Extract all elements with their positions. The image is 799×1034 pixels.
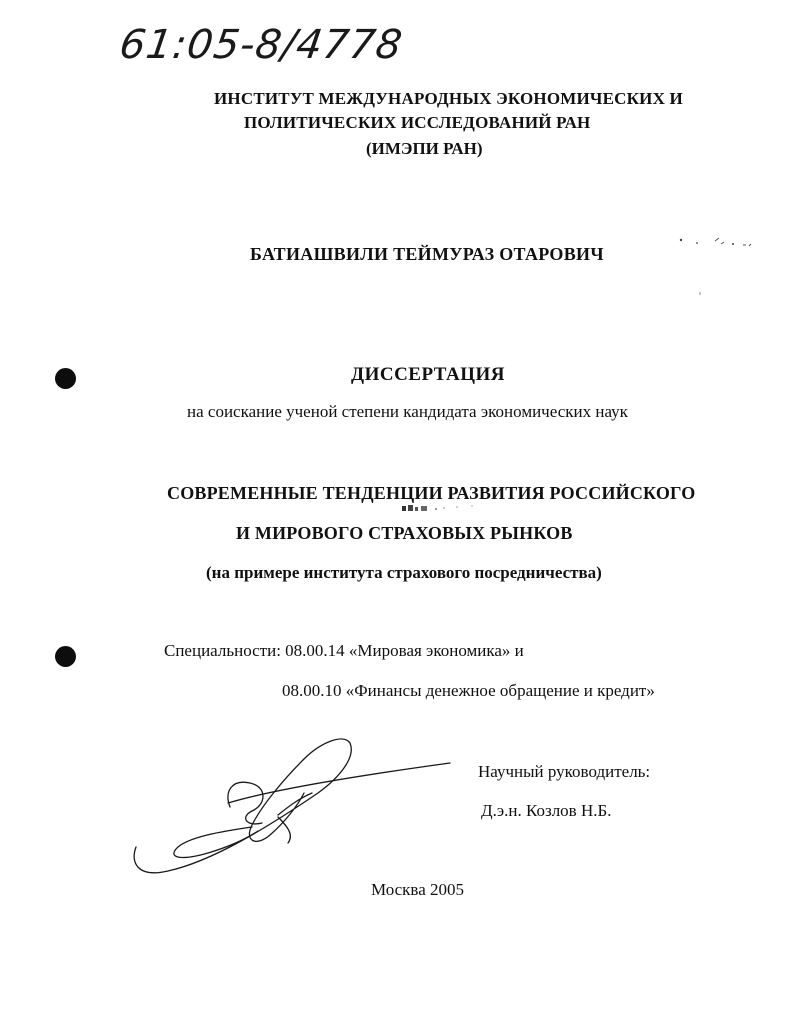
handwritten-signature bbox=[128, 735, 458, 880]
degree-purpose: на соискание ученой степени кандидата экономических наук bbox=[187, 402, 628, 421]
title-line-2: И МИРОВОГО СТРАХОВЫХ РЫНКОВ bbox=[236, 523, 573, 543]
city-year: Москва 2005 bbox=[371, 880, 465, 899]
catalog-number: 61:05-8/4778 bbox=[116, 22, 406, 68]
institute-abbreviation: (ИМЭПИ РАН) bbox=[366, 139, 483, 158]
specialty-line-1: Специальности: 08.00.14 «Мировая экономика» и bbox=[164, 641, 524, 660]
document-type: ДИССЕРТАЦИЯ bbox=[351, 364, 506, 385]
title-subtitle: (на примере института страхового посредничества) bbox=[206, 563, 602, 582]
specialty-line-2: 08.00.10 «Финансы денежное обращение и кредит» bbox=[282, 681, 655, 700]
title-line-1: СОВРЕМЕННЫЕ ТЕНДЕНЦИИ РАЗВИТИЯ РОССИЙСКОГО bbox=[167, 483, 696, 503]
institute-name-line-1: ИНСТИТУТ МЕЖДУНАРОДНЫХ ЭКОНОМИЧЕСКИХ И bbox=[214, 89, 683, 108]
scan-smudge bbox=[402, 502, 482, 516]
punch-hole-top bbox=[55, 368, 76, 389]
institute-name-line-2: ПОЛИТИЧЕСКИХ ИССЛЕДОВАНИЙ РАН bbox=[244, 113, 591, 132]
author-name: БАТИАШВИЛИ ТЕЙМУРАЗ ОТАРОВИЧ bbox=[250, 244, 604, 264]
supervisor-name: Д.э.н. Козлов Н.Б. bbox=[481, 801, 612, 820]
scan-specks bbox=[675, 232, 765, 312]
supervisor-label: Научный руководитель: bbox=[478, 762, 651, 781]
punch-hole-bottom bbox=[55, 646, 76, 667]
